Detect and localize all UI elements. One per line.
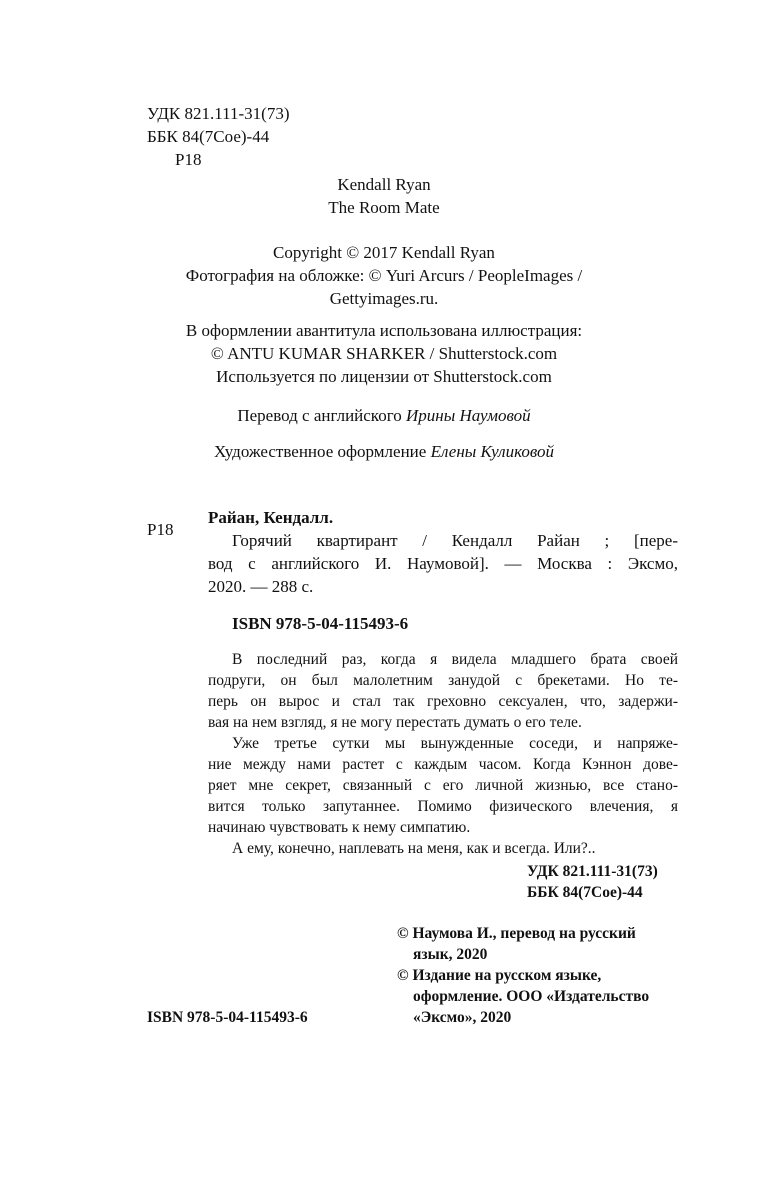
catalog-mark: Р18 (147, 520, 174, 539)
copyright-edition-line-3: «Эксмо», 2020 (413, 1009, 512, 1026)
translation-prefix: Перевод с английского (237, 406, 402, 425)
photo-credit-line-2: Gettyimages.ru. (329, 289, 439, 308)
annotation-p1-line-4: вая на нем взгляд, я не могу перестать думать о его теле. (208, 714, 582, 731)
copyright-translation-line-2: язык, 2020 (413, 946, 488, 963)
copyright-translation-line-1: © Наумова И., перевод на русский (397, 925, 636, 942)
design-prefix: Художественное оформление (213, 442, 427, 461)
copyright-edition-line-1: © Издание на русском языке, (397, 967, 602, 984)
annotation-p2-line-1: Уже третье сутки мы вынужденные соседи, и напряже- (232, 735, 678, 752)
photo-credit-line-1: Фотография на обложке: © Yuri Arcurs / PeopleImages / (185, 266, 583, 285)
illustration-credit-line-1: В оформлении авантитула использована иллюстрация: (185, 321, 583, 340)
annotation-p1-line-2: подруги, он был малолетним занудой с брекетами. Но те- (208, 672, 678, 689)
translation-credit (0, 405, 768, 427)
annotation-p2-line-4: вится только запутаннее. Помимо физического влечения, я (208, 798, 678, 815)
annotation-p3: А ему, конечно, наплевать на меня, как и всегда. Или?.. (232, 840, 596, 857)
annotation-p1-line-3: перь он вырос и стал так греховно сексуален, что, задержи- (208, 693, 678, 710)
annotation-p1-line-1: В последний раз, когда я видела младшего брата своей (232, 651, 678, 668)
translator-name: Ирины Наумовой (406, 406, 531, 425)
udk-code: УДК 821.111-31(73) (147, 104, 290, 123)
footer-bbk-code: ББК 84(7Сое)-44 (527, 884, 643, 901)
author-mark: Р18 (175, 150, 202, 169)
copyright-line: Copyright © 2017 Kendall Ryan (273, 243, 495, 262)
annotation-p2-line-3: ряет мне секрет, связанный с его личной жизнью, все стано- (208, 777, 678, 794)
bottom-isbn: ISBN 978-5-04-115493-6 (147, 1009, 308, 1026)
footer-udk-code: УДК 821.111-31(73) (527, 863, 658, 880)
annotation-p2-line-2: ние между нами растет с каждым часом. Когда Кэннон дове- (208, 756, 678, 773)
annotation-p2-line-5: начинаю чувствовать к нему симпатию. (208, 819, 471, 836)
original-title: The Room Mate (328, 198, 440, 217)
original-author: Kendall Ryan (337, 175, 431, 194)
designer-name: Елены Куликовой (430, 442, 555, 461)
catalog-author: Райан, Кендалл. (208, 508, 334, 527)
catalog-isbn: ISBN 978-5-04-115493-6 (232, 614, 409, 633)
bbk-code: ББК 84(7Сое)-44 (147, 127, 270, 146)
copyright-edition-line-2: оформление. ООО «Издательство (413, 988, 650, 1005)
catalog-line-2: вод с английского И. Наумовой]. — Москва : Эксмо, (208, 554, 678, 573)
illustration-credit-line-3: Используется по лицензии от Shutterstock.com (216, 367, 552, 386)
catalog-line-1: Горячий квартирант / Кендалл Райан ; [пере- (232, 531, 678, 550)
catalog-line-3: 2020. — 288 с. (208, 577, 314, 596)
illustration-credit-line-2: © ANTU KUMAR SHARKER / Shutterstock.com (210, 344, 558, 363)
design-credit (0, 441, 768, 463)
